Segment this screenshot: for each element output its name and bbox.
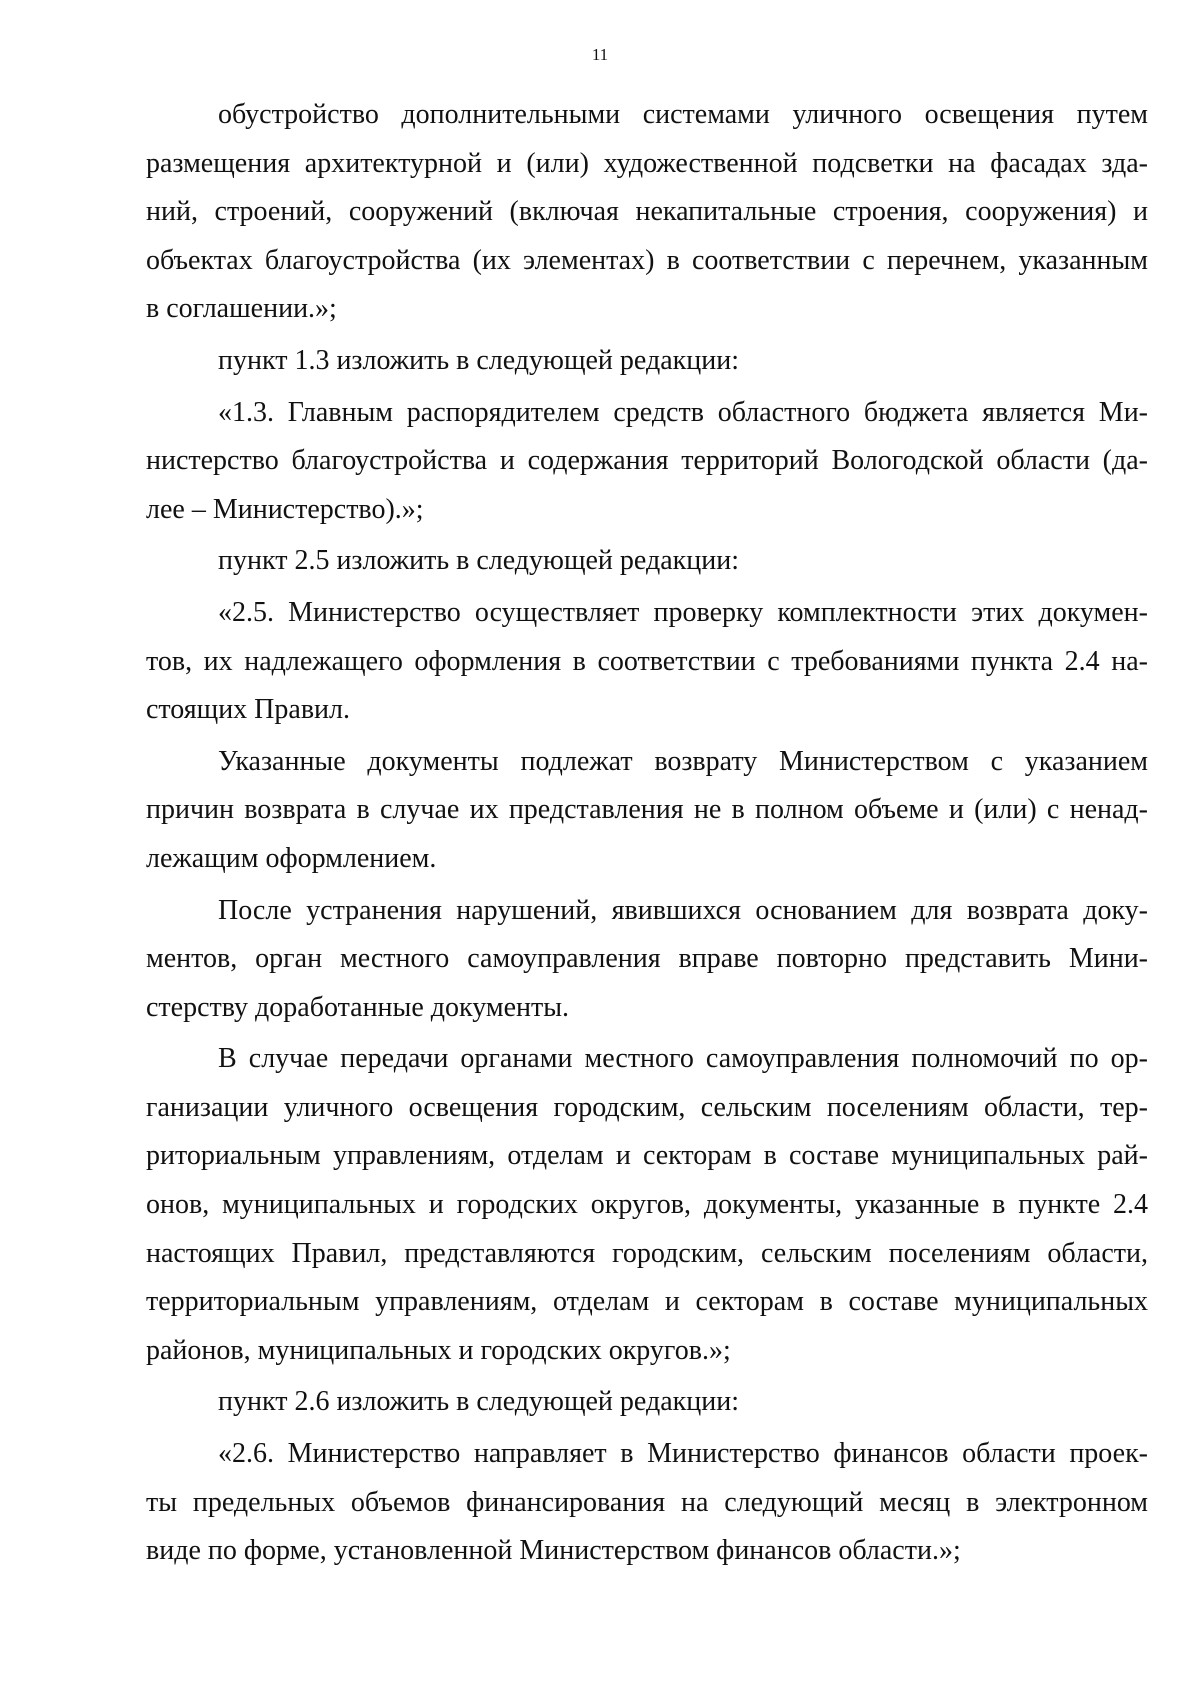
text-line: пункт 2.6 изложить в следующей редакции: bbox=[218, 1386, 739, 1418]
text-line: онов, муниципальных и городских округов, документы, указанные в пункте 2.4 bbox=[146, 1189, 1148, 1221]
text-line: ты предельных объемов финансирования на следующий месяц в электронном bbox=[146, 1486, 1148, 1518]
text-line: В случае передачи органами местного самоуправления полномочий по ор- bbox=[218, 1043, 1148, 1075]
text-line: территориальным управлениям, отделам и секторам в составе муниципальных bbox=[146, 1286, 1148, 1318]
text-line: лее – Министерство).»; bbox=[146, 493, 424, 525]
text-line: обустройство дополнительными системами уличного освещения путем bbox=[218, 99, 1148, 130]
text-line: После устранения нарушений, явившихся основанием для возврата доку- bbox=[218, 894, 1148, 926]
text-line: объектах благоустройства (их элементах) в соответствии с перечнем, указанным bbox=[146, 244, 1148, 276]
text-line: в соглашении.»; bbox=[146, 293, 337, 325]
document-body bbox=[146, 91, 1148, 1576]
text-line: виде по форме, установленной Министерством финансов области.»; bbox=[146, 1535, 961, 1567]
text-line: стерству доработанные документы. bbox=[146, 991, 570, 1023]
text-line: ментов, орган местного самоуправления вправе повторно представить Мини- bbox=[146, 943, 1148, 975]
text-line: лежащим оформлением. bbox=[146, 842, 437, 874]
text-line: пункт 2.5 изложить в следующей редакции: bbox=[218, 545, 739, 577]
text-line: тов, их надлежащего оформления в соответствии с требованиями пункта 2.4 на- bbox=[146, 645, 1148, 677]
text-line: размещения архитектурной и (или) художественной подсветки на фасадах зда- bbox=[146, 147, 1148, 179]
text-line: причин возврата в случае их представления не в полном объеме и (или) с ненад- bbox=[146, 794, 1148, 826]
page-number: 11 bbox=[591, 45, 609, 64]
text-line: Указанные документы подлежат возврату Министерством с указанием bbox=[218, 745, 1148, 777]
text-line: стоящих Правил. bbox=[146, 694, 351, 726]
text-line: ганизации уличного освещения городским, сельским поселениям области, тер- bbox=[146, 1091, 1148, 1123]
text-line: пункт 1.3 изложить в следующей редакции: bbox=[218, 344, 739, 376]
text-line: риториальным управлениям, отделам и секторам в составе муниципальных рай- bbox=[146, 1140, 1148, 1172]
text-line: ний, строений, сооружений (включая некапитальные строения, сооружения) и bbox=[146, 196, 1148, 228]
text-line: нистерство благоустройства и содержания территорий Вологодской области (да- bbox=[146, 445, 1148, 477]
text-line: районов, муниципальных и городских округов.»; bbox=[146, 1334, 731, 1366]
text-line: «2.6. Министерство направляет в Министерство финансов области проек- bbox=[218, 1438, 1148, 1470]
text-line: «2.5. Министерство осуществляет проверку комплектности этих докумен- bbox=[218, 596, 1148, 628]
text-line: «1.3. Главным распорядителем средств областного бюджета является Ми- bbox=[218, 396, 1148, 428]
text-line: настоящих Правил, представляются городским, сельским поселениям области, bbox=[146, 1237, 1148, 1269]
